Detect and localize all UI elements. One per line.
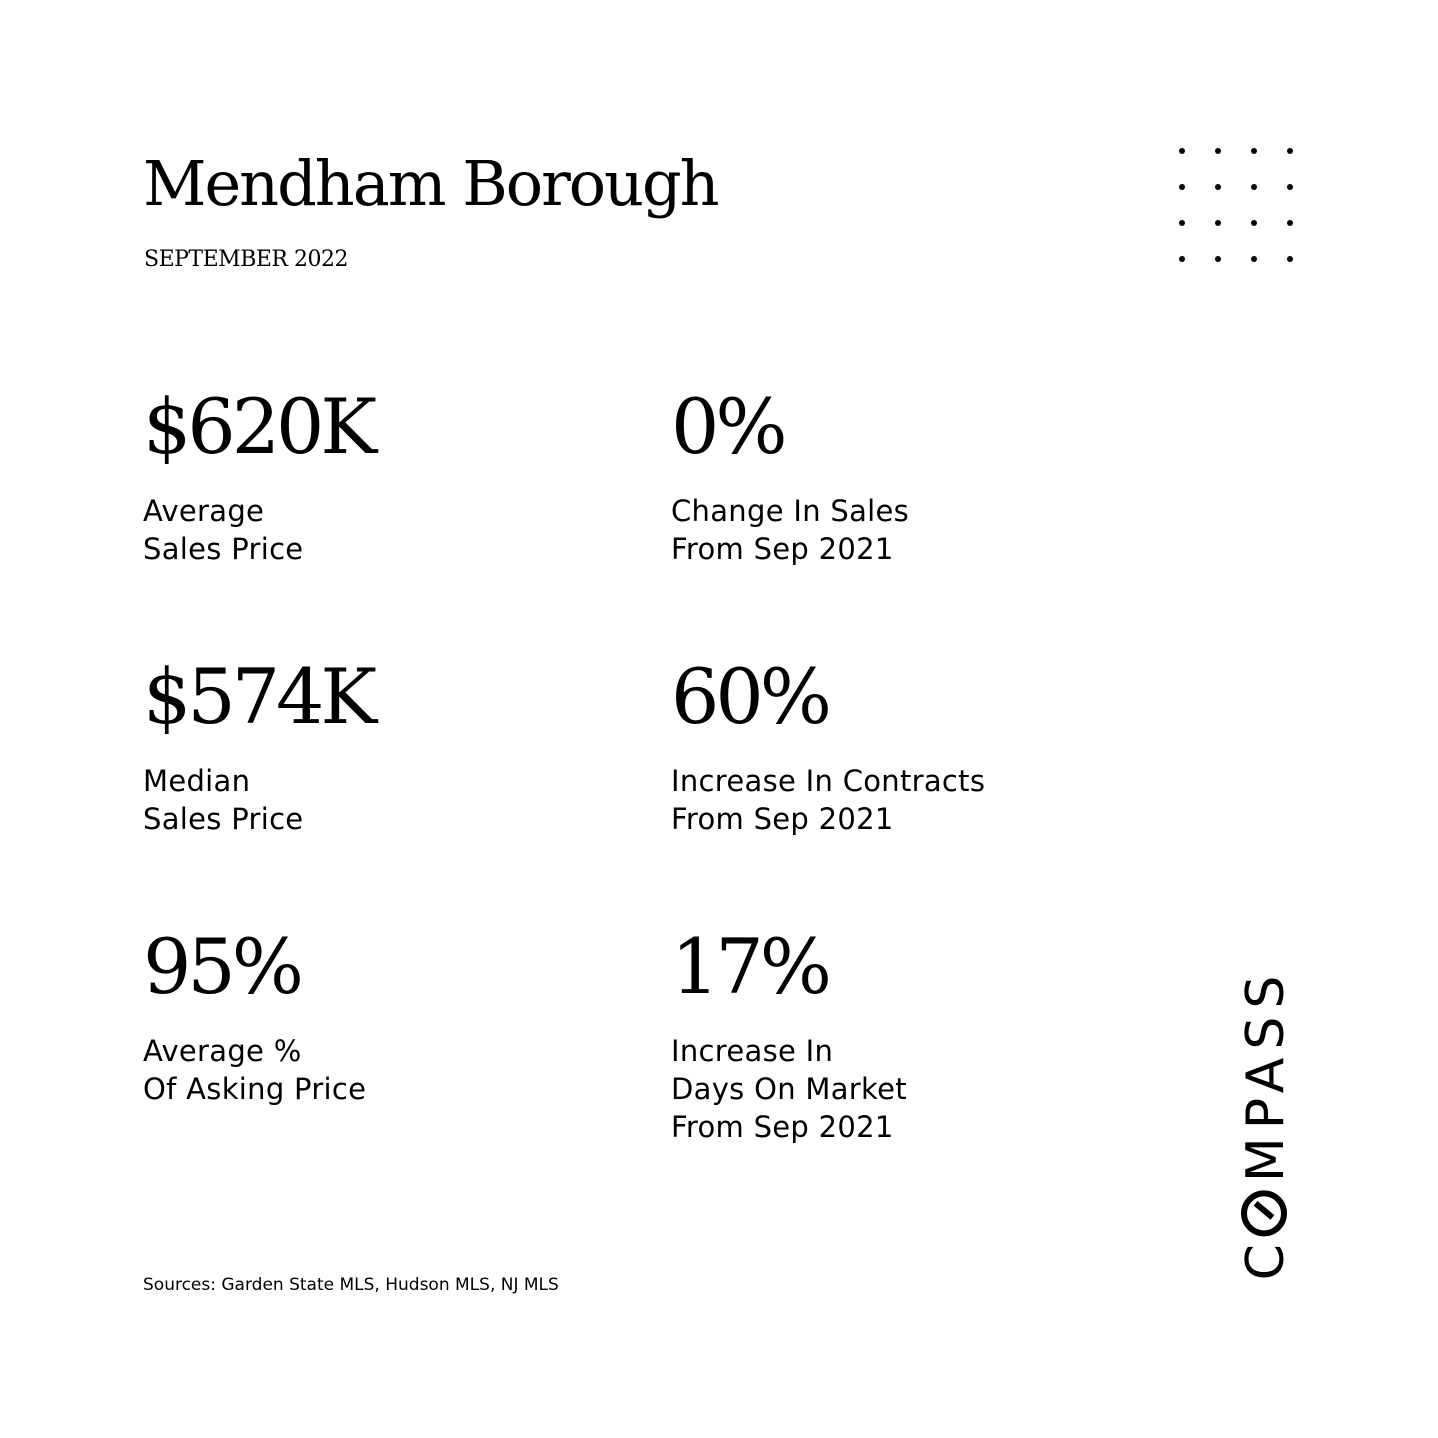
- stat-median-sales-price: [143, 651, 603, 838]
- stat-increase-in-days-on-market: [671, 921, 1131, 1146]
- compass-logo: [1237, 955, 1295, 1293]
- stat-label-line: From Sep 2021: [671, 532, 894, 566]
- stat-average-sales-price: [143, 381, 603, 568]
- stat-value: $620K: [143, 382, 374, 471]
- stat-label: [143, 762, 603, 838]
- compass-o-icon: [1241, 1190, 1287, 1236]
- stat-label-line: Average: [143, 494, 265, 528]
- stat-value: 95%: [143, 922, 300, 1011]
- stat-label-line: Average %: [143, 1034, 302, 1068]
- stat-increase-in-contracts: [671, 651, 1131, 838]
- date-subtitle: SEPTEMBER 2022: [144, 247, 348, 272]
- stat-label-line: From Sep 2021: [671, 1110, 894, 1144]
- dot-grid-icon: [1175, 144, 1299, 268]
- stat-value: 17%: [671, 922, 828, 1011]
- stat-label-line: Sales Price: [143, 532, 304, 566]
- stat-label-line: Increase In Contracts: [671, 764, 986, 798]
- stat-value: 0%: [671, 382, 784, 471]
- stat-label-line: From Sep 2021: [671, 802, 894, 836]
- stat-label: [671, 492, 1131, 568]
- stat-label-line: Increase In: [671, 1034, 834, 1068]
- stat-label-line: Median: [143, 764, 251, 798]
- logo-wordmark: [1237, 968, 1295, 1281]
- stat-label: [671, 762, 1131, 838]
- stat-label: [671, 1032, 1131, 1146]
- stat-value: $574K: [143, 652, 374, 741]
- stat-label: [143, 492, 603, 568]
- stat-label-line: Sales Price: [143, 802, 304, 836]
- page-title: Mendham Borough: [143, 147, 718, 220]
- stat-change-in-sales: [671, 381, 1131, 568]
- logo-letter-c: C: [1236, 1236, 1296, 1281]
- logo-letters-rest: MPASS: [1236, 967, 1296, 1183]
- stat-value: 60%: [671, 652, 828, 741]
- stat-average-percent-of-asking: [143, 921, 603, 1108]
- sources-footnote: Sources: Garden State MLS, Hudson MLS, NJ MLS: [143, 1275, 559, 1295]
- stat-label-line: Of Asking Price: [143, 1072, 367, 1106]
- stat-label-line: Days On Market: [671, 1072, 907, 1106]
- stat-label: [143, 1032, 603, 1108]
- stat-label-line: Change In Sales: [671, 494, 910, 528]
